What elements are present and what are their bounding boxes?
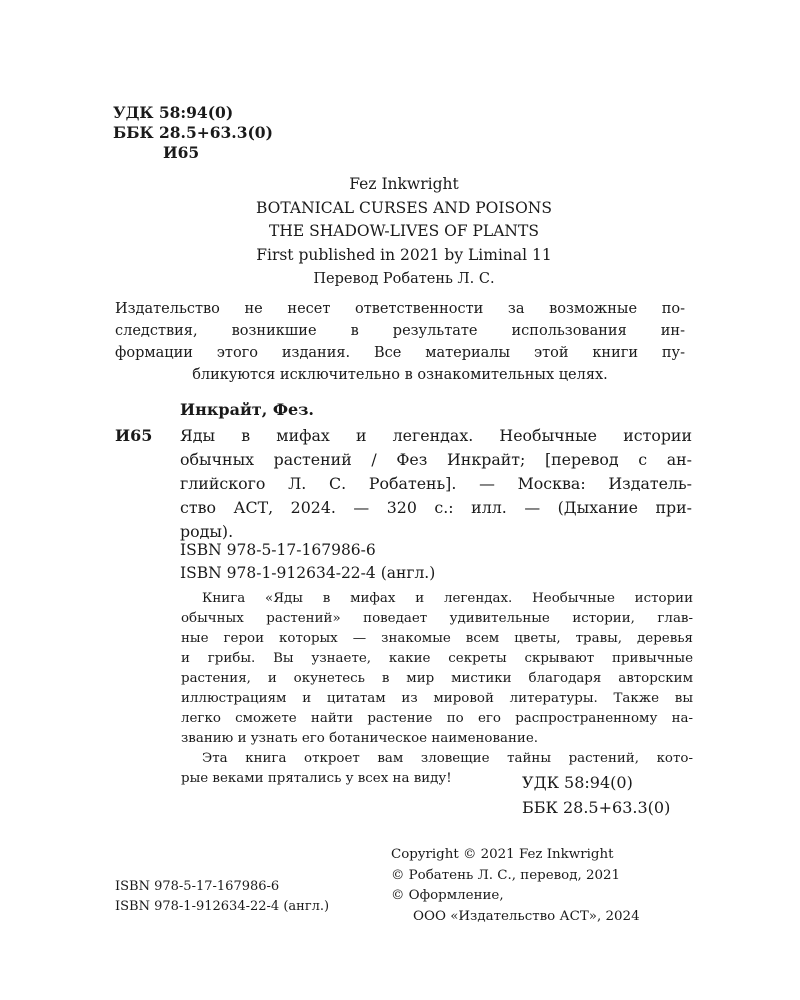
book-annotation [181, 589, 693, 789]
annotation-line: обычных растений» поведает удивительные истории, глав- [181, 611, 693, 626]
annotation-line: легко сможете найти растение по его распространенному на- [181, 711, 693, 726]
catalog-code: И65 [115, 426, 153, 445]
copyright-block [391, 845, 693, 927]
copyright-line: Copyright © 2021 Fez Inkwright [391, 847, 614, 862]
author-mark: И65 [163, 143, 200, 162]
description-line: роды). [180, 522, 234, 541]
disclaimer-line: формации этого издания. Все материалы этой книги пу- [115, 345, 685, 361]
footer-bbk: ББК 28.5+63.3(0) [522, 798, 671, 817]
footer-udk: УДК 58:94(0) [522, 773, 633, 792]
footer-isbn-ru: ISBN 978-5-17-167986-6 [115, 879, 280, 894]
catalog-isbn-en: ISBN 978-1-912634-22-4 (англ.) [180, 564, 436, 582]
description-line: глийского Л. С. Робатень]. — Москва: Издатель- [180, 474, 692, 493]
annotation-line: рые веками прятались у всех на виду! [181, 771, 452, 786]
footer-classification [522, 770, 670, 820]
catalog-author: Инкрайт, Фез. [180, 400, 314, 419]
annotation-line: Эта книга откроет вам зловещие тайны растений, кото- [202, 751, 693, 766]
annotation-line: званию и узнать его ботаническое наименование. [181, 731, 539, 746]
annotation-line: растения, и окунетесь в мир мистики благодаря авторским [181, 671, 693, 686]
disclaimer-line: следствия, возникшие в результате использования ин- [115, 323, 685, 339]
annotation-line: и грибы. Вы узнаете, какие секреты скрывают привычные [181, 651, 693, 666]
footer-isbn-en: ISBN 978-1-912634-22-4 (англ.) [115, 899, 330, 914]
description-line: Яды в мифах и легендах. Необычные истории [180, 426, 692, 445]
disclaimer-line: бликуются исключительно в ознакомительных целях. [192, 367, 608, 383]
footer-isbn-block [115, 877, 329, 917]
annotation-line: Книга «Яды в мифах и легендах. Необычные истории [202, 591, 693, 606]
disclaimer-line: Издательство не несет ответственности за возможные по- [115, 301, 685, 317]
original-author: Fez Inkwright [349, 175, 459, 193]
copyright-line: © Оформление, [391, 888, 504, 903]
translator-credit: Перевод Робатень Л. С. [313, 271, 495, 287]
bbk-code: ББК 28.5+63.3(0) [113, 123, 273, 142]
copyright-line: ООО «Издательство АСТ», 2024 [413, 908, 640, 924]
original-title-line-2: THE SHADOW-LIVES OF PLANTS [269, 222, 539, 240]
original-title-line-1: BOTANICAL CURSES AND POISONS [256, 198, 552, 217]
copyright-line: © Робатень Л. С., перевод, 2021 [391, 867, 621, 883]
catalog-description [180, 424, 692, 544]
original-edition-info [100, 173, 708, 292]
description-line: ство АСТ, 2024. — 320 с.: илл. — (Дыхание при- [180, 498, 692, 517]
description-line: обычных растений / Фез Инкрайт; [перевод с ан- [180, 450, 692, 469]
annotation-line: иллюстрациям и цитатам из мировой литературы. Также вы [181, 691, 693, 706]
original-published: First published in 2021 by Liminal 11 [256, 245, 552, 264]
classification-block [113, 103, 273, 163]
catalog-isbn-ru: ISBN 978-5-17-167986-6 [180, 541, 376, 559]
udk-code: УДК 58:94(0) [113, 103, 234, 122]
annotation-line: ные герои которых — знакомые всем цветы, травы, деревья [181, 631, 693, 646]
publisher-disclaimer [115, 298, 685, 386]
